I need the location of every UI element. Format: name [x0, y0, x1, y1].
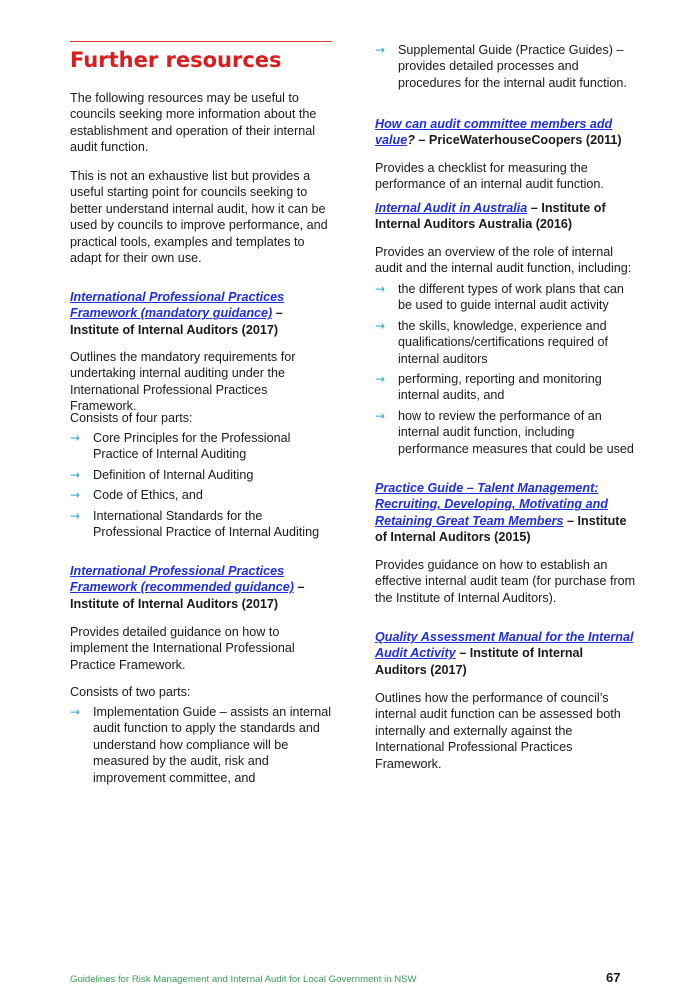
reference-description: Outlines how the performance of council’s internal audit function can be assessed both internally and externally against the International Professional Practices Framework.	[375, 691, 621, 771]
arrow-right-icon: →	[375, 372, 386, 387]
reference-description: Provides a checklist for measuring the performance of an internal audit function.	[375, 161, 604, 192]
reference-description: Provides an overview of the role of internal audit and the internal audit function, including:	[375, 245, 632, 276]
link-internal-audit-australia[interactable]: Internal Audit in Australia	[375, 201, 528, 215]
intro-paragraph-1: The following resources may be useful to councils seeking more information about the establishment and operation of their internal audit function.	[70, 91, 317, 155]
arrow-right-icon: →	[70, 431, 81, 445]
intro-paragraph-2: This is not an exhaustive list but provides a useful starting point for councils seeking to better understand internal audit, how it can be used by councils to improve performance, and practical tools, examples and templates to adapt for their own use.	[70, 169, 328, 266]
list-item: → Code of Ethics, and	[70, 488, 203, 503]
arrow-right-icon: →	[70, 488, 81, 503]
reference-heading-internal-audit-australia: Internal Audit in Australia – Institute of Internal Auditors Australia (2016)	[375, 201, 606, 232]
list-item: → Definition of Internal Auditing	[70, 467, 254, 482]
arrow-right-icon: →	[70, 508, 81, 523]
list-item: → how to review the performance of an internal audit function, including performance measures that could be used	[375, 408, 634, 456]
reference-description: Provides detailed guidance on how to implement the International Professional Practice Framework.	[70, 625, 295, 672]
reference-heading-quality-assessment: Quality Assessment Manual for the Internal Audit Activity – Institute of Internal Auditors (2017)	[375, 630, 634, 677]
list-item: → Supplemental Guide (Practice Guides) – provides detailed processes and procedures for the internal audit function.	[375, 43, 627, 90]
page-number: 67	[606, 970, 621, 985]
title-rule	[70, 41, 332, 42]
reference-heading-ippf-mandatory: International Professional Practices Framework (mandatory guidance) – Institute of Internal Auditors (2017)	[70, 290, 285, 337]
list-item: → performing, reporting and monitoring internal audits, and	[375, 372, 602, 403]
arrow-right-icon: →	[375, 408, 386, 423]
bullet-list	[375, 42, 637, 91]
list-item: → Core Principles for the Professional Practice of Internal Auditing	[70, 431, 291, 462]
list-intro: Consists of four parts:	[70, 411, 193, 425]
link-quality-assessment-manual[interactable]: Quality Assessment Manual for the Internal Audit Activity	[375, 630, 634, 661]
list-item: → Implementation Guide – assists an internal audit function to apply the standards and understand how compliance will be measured by the audit, risk and improvement committee, and	[70, 705, 332, 785]
reference-description: Provides guidance on how to establish an effective internal audit team (for purchase from the Institute of Internal Auditors).	[375, 558, 636, 605]
link-audit-committee-value[interactable]: How can audit committee members add value	[375, 117, 613, 148]
arrow-right-icon: →	[70, 705, 81, 719]
page-title: Further resources	[70, 48, 282, 72]
arrow-right-icon: →	[375, 318, 386, 333]
list-item: → International Standards for the Professional Practice of Internal Auditing	[70, 508, 320, 540]
reference-heading-audit-committee: How can audit committee members add value? – PriceWaterhouseCoopers (2011)	[375, 117, 622, 148]
arrow-right-icon: →	[375, 282, 386, 296]
bullet-list	[375, 281, 637, 457]
bullet-list	[70, 430, 334, 540]
reference-heading-ippf-recommended: International Professional Practices Framework (recommended guidance) – Institute of Internal Auditors (2017)	[70, 564, 305, 611]
footer-title: Guidelines for Risk Management and Internal Audit for Local Government in NSW	[70, 974, 417, 985]
link-ippf-mandatory[interactable]: International Professional Practices Framework (mandatory guidance)	[70, 290, 285, 321]
list-item: → the different types of work plans that can be used to guide internal audit activity	[375, 282, 624, 313]
arrow-right-icon: →	[375, 43, 386, 57]
link-talent-management[interactable]: Practice Guide – Talent Management: Recruiting, Developing, Motivating and Retaining Great Team Members	[375, 481, 608, 528]
reference-heading-talent-management: Practice Guide – Talent Management: Recruiting, Developing, Motivating and Retaining Great Team Members – Institute of Internal Auditors (2015)	[375, 481, 627, 545]
reference-description: Outlines the mandatory requirements for undertaking internal auditing under the International Professional Practices Framework.	[70, 350, 296, 414]
list-intro: Consists of two parts:	[70, 685, 191, 699]
link-ippf-recommended[interactable]: International Professional Practices Framework (recommended guidance)	[70, 564, 294, 595]
arrow-right-icon: →	[70, 467, 81, 482]
bullet-list	[70, 704, 334, 786]
list-item: → the skills, knowledge, experience and qualifications/certifications required of internal auditors	[375, 318, 609, 366]
